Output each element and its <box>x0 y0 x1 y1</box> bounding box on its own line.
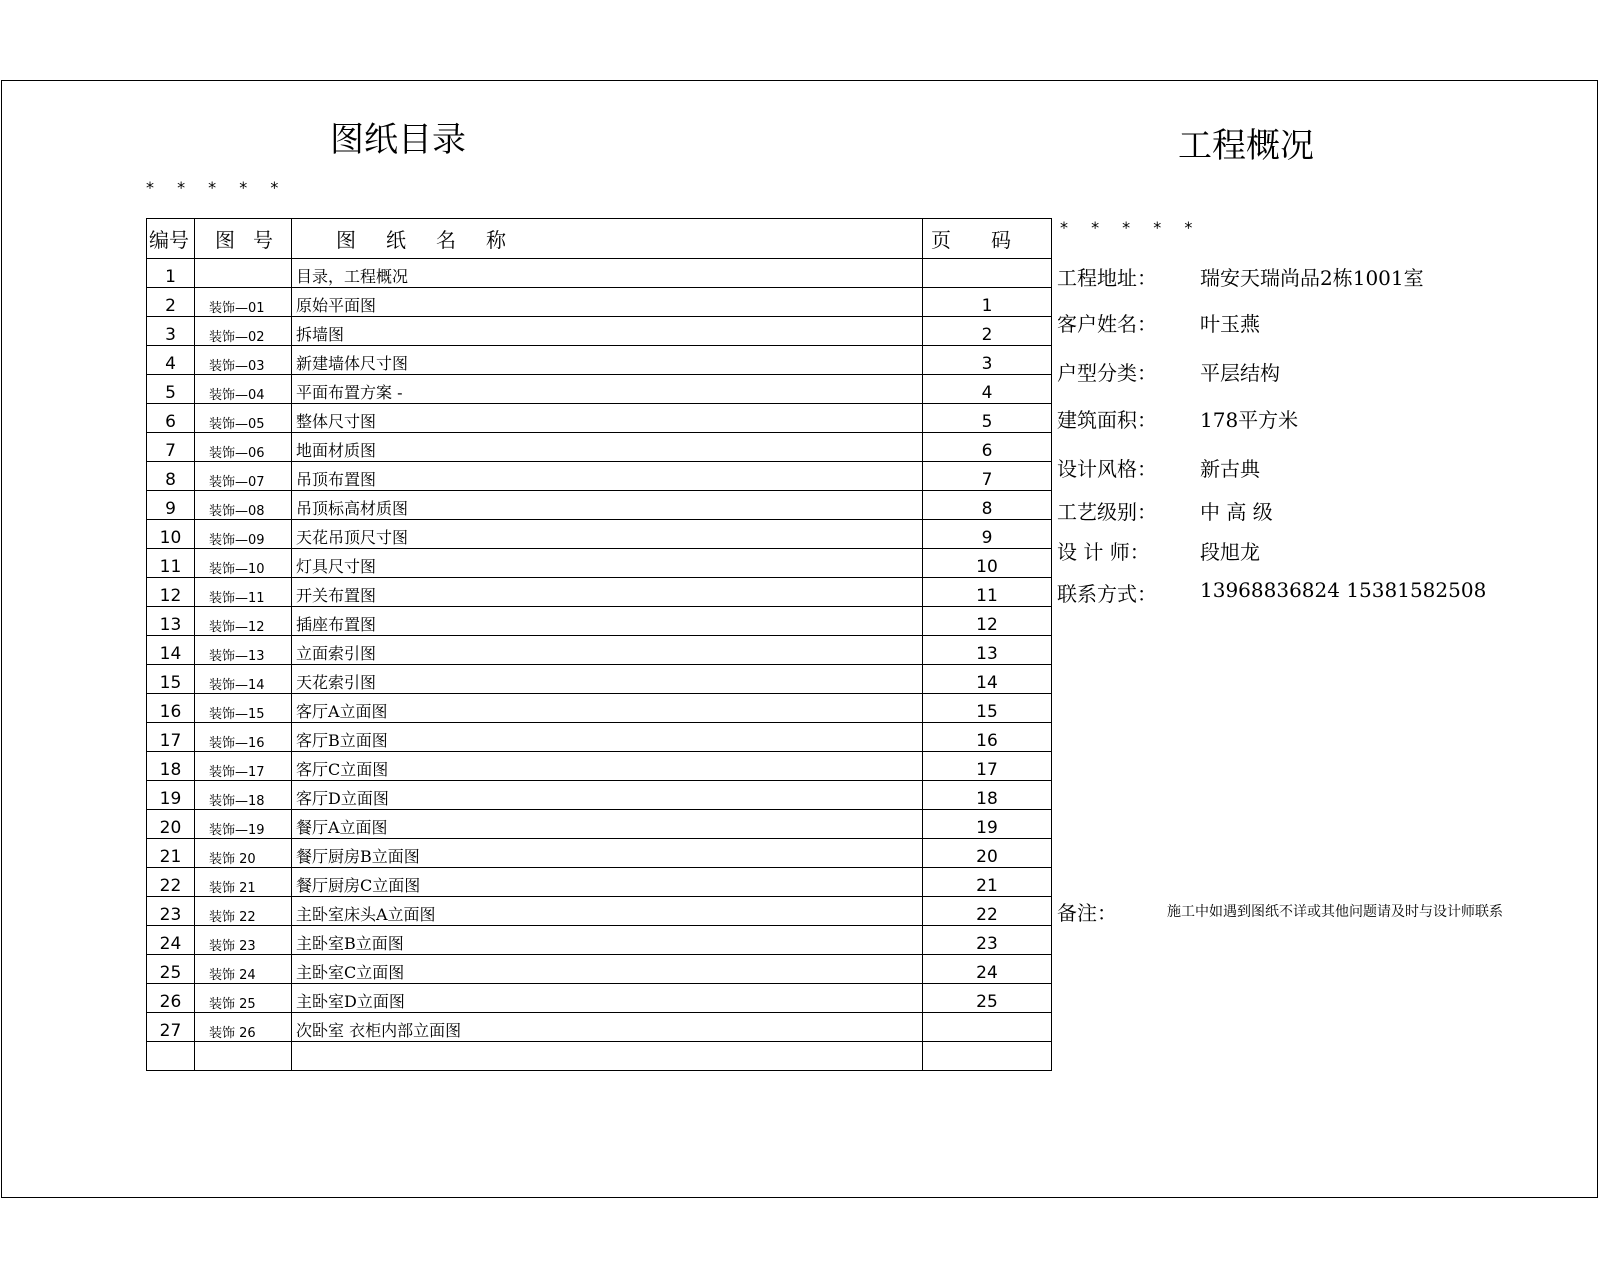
drawing-name: 立面索引图 <box>292 636 923 665</box>
catalog-title: 图纸目录 <box>330 120 466 160</box>
table-row <box>147 897 1052 926</box>
field-value: 平层结构 <box>1200 361 1280 385</box>
field-value: 瑞安天瑞尚品2栋1001室 <box>1200 266 1424 290</box>
field-value: 13968836824 15381582508 <box>1200 578 1487 602</box>
page-number: 13 <box>923 636 1052 665</box>
drawing-code: 装饰—04 <box>195 375 292 404</box>
row-number: 23 <box>147 897 195 926</box>
field-value: 新古典 <box>1200 457 1260 481</box>
row-number: 7 <box>147 433 195 462</box>
table-row <box>147 723 1052 752</box>
page-number: 9 <box>923 520 1052 549</box>
field-label: 联系方式： <box>1057 582 1157 606</box>
table-row <box>147 549 1052 578</box>
page-number: 6 <box>923 433 1052 462</box>
table-row <box>147 462 1052 491</box>
drawing-code: 装饰—10 <box>195 549 292 578</box>
table-row <box>147 404 1052 433</box>
field-value: 段旭龙 <box>1200 540 1260 564</box>
drawing-code: 装饰 20 <box>195 839 292 868</box>
drawing-name: 天花索引图 <box>292 665 923 694</box>
drawing-code: 装饰—12 <box>195 607 292 636</box>
table-row <box>147 288 1052 317</box>
drawing-name: 次卧室 衣柜内部立面图 <box>292 1013 923 1042</box>
table-row <box>147 317 1052 346</box>
drawing-name: 吊顶布置图 <box>292 462 923 491</box>
page-number: 17 <box>923 752 1052 781</box>
row-number: 6 <box>147 404 195 433</box>
table-row <box>147 1013 1052 1042</box>
page-number: 20 <box>923 839 1052 868</box>
table-row <box>147 665 1052 694</box>
catalog-header-row <box>147 219 1052 259</box>
drawing-code: 装饰—05 <box>195 404 292 433</box>
row-number: 5 <box>147 375 195 404</box>
table-row <box>147 346 1052 375</box>
table-row <box>147 955 1052 984</box>
drawing-code <box>195 259 292 288</box>
drawing-name: 餐厅厨房B立面图 <box>292 839 923 868</box>
table-row <box>147 578 1052 607</box>
drawing-code: 装饰—14 <box>195 665 292 694</box>
catalog-stars: * * * * * <box>146 178 288 197</box>
drawing-name: 目录，工程概况 <box>292 259 923 288</box>
page-number: 1 <box>923 288 1052 317</box>
drawing-name: 客厅D立面图 <box>292 781 923 810</box>
page-number <box>923 1013 1052 1042</box>
field-label: 设 计 师： <box>1057 540 1150 564</box>
page-number: 16 <box>923 723 1052 752</box>
row-number: 13 <box>147 607 195 636</box>
drawing-name: 灯具尺寸图 <box>292 549 923 578</box>
drawing-code: 装饰—19 <box>195 810 292 839</box>
drawing-name <box>292 1042 923 1071</box>
header-name: 图纸名称 <box>292 219 923 259</box>
row-number <box>147 1042 195 1071</box>
drawing-name: 整体尺寸图 <box>292 404 923 433</box>
drawing-name: 吊顶标高材质图 <box>292 491 923 520</box>
row-number: 2 <box>147 288 195 317</box>
page-number: 25 <box>923 984 1052 1013</box>
drawing-name: 插座布置图 <box>292 607 923 636</box>
drawing-code: 装饰—02 <box>195 317 292 346</box>
table-row <box>147 926 1052 955</box>
drawing-code: 装饰—01 <box>195 288 292 317</box>
row-number: 11 <box>147 549 195 578</box>
page-number: 7 <box>923 462 1052 491</box>
table-row <box>147 781 1052 810</box>
table-row <box>147 636 1052 665</box>
catalog-table <box>146 218 1052 1071</box>
field-label: 工艺级别： <box>1057 500 1157 524</box>
field-label: 户型分类： <box>1057 361 1157 385</box>
page-number: 4 <box>923 375 1052 404</box>
page-number: 23 <box>923 926 1052 955</box>
page-number: 2 <box>923 317 1052 346</box>
row-number: 18 <box>147 752 195 781</box>
page-number <box>923 1042 1052 1071</box>
drawing-code: 装饰—09 <box>195 520 292 549</box>
table-row <box>147 868 1052 897</box>
page-number: 15 <box>923 694 1052 723</box>
header-no: 编号 <box>147 219 195 259</box>
drawing-code <box>195 1042 292 1071</box>
note-label: 备注： <box>1057 901 1117 925</box>
row-number: 26 <box>147 984 195 1013</box>
drawing-name: 主卧室床头A立面图 <box>292 897 923 926</box>
page-number: 11 <box>923 578 1052 607</box>
page-number: 5 <box>923 404 1052 433</box>
drawing-code: 装饰—18 <box>195 781 292 810</box>
page-number: 10 <box>923 549 1052 578</box>
page-number: 3 <box>923 346 1052 375</box>
row-number: 1 <box>147 259 195 288</box>
drawing-name: 天花吊顶尺寸图 <box>292 520 923 549</box>
field-label: 建筑面积： <box>1057 408 1157 432</box>
drawing-name: 餐厅A立面图 <box>292 810 923 839</box>
drawing-code: 装饰—16 <box>195 723 292 752</box>
drawing-code: 装饰 25 <box>195 984 292 1013</box>
catalog-body <box>147 259 1052 1071</box>
drawing-code: 装饰—15 <box>195 694 292 723</box>
row-number: 4 <box>147 346 195 375</box>
drawing-name: 拆墙图 <box>292 317 923 346</box>
drawing-code: 装饰 23 <box>195 926 292 955</box>
field-value: 叶玉燕 <box>1200 312 1260 336</box>
row-number: 25 <box>147 955 195 984</box>
drawing-name: 主卧室D立面图 <box>292 984 923 1013</box>
drawing-name: 主卧室B立面图 <box>292 926 923 955</box>
drawing-code: 装饰—06 <box>195 433 292 462</box>
row-number: 15 <box>147 665 195 694</box>
drawing-code: 装饰—13 <box>195 636 292 665</box>
note-text: 施工中如遇到图纸不详或其他问题请及时与设计师联系 <box>1167 904 1503 920</box>
page-number: 18 <box>923 781 1052 810</box>
page-number: 21 <box>923 868 1052 897</box>
row-number: 16 <box>147 694 195 723</box>
row-number: 9 <box>147 491 195 520</box>
table-row <box>147 607 1052 636</box>
drawing-name: 原始平面图 <box>292 288 923 317</box>
table-row <box>147 375 1052 404</box>
overview-title: 工程概况 <box>1178 126 1314 166</box>
drawing-name: 平面布置方案 - <box>292 375 923 404</box>
row-number: 24 <box>147 926 195 955</box>
drawing-code: 装饰 21 <box>195 868 292 897</box>
page-number: 19 <box>923 810 1052 839</box>
drawing-code: 装饰—07 <box>195 462 292 491</box>
drawing-code: 装饰—03 <box>195 346 292 375</box>
table-row <box>147 433 1052 462</box>
row-number: 19 <box>147 781 195 810</box>
table-row <box>147 259 1052 288</box>
table-row <box>147 694 1052 723</box>
drawing-name: 客厅A立面图 <box>292 694 923 723</box>
drawing-name: 餐厅厨房C立面图 <box>292 868 923 897</box>
row-number: 3 <box>147 317 195 346</box>
row-number: 12 <box>147 578 195 607</box>
field-label: 设计风格： <box>1057 457 1157 481</box>
table-row <box>147 1042 1052 1071</box>
drawing-code: 装饰—08 <box>195 491 292 520</box>
header-code: 图号 <box>195 219 292 259</box>
row-number: 22 <box>147 868 195 897</box>
drawing-name: 主卧室C立面图 <box>292 955 923 984</box>
drawing-name: 客厅C立面图 <box>292 752 923 781</box>
table-row <box>147 984 1052 1013</box>
table-row <box>147 810 1052 839</box>
row-number: 17 <box>147 723 195 752</box>
table-row <box>147 520 1052 549</box>
page-number <box>923 259 1052 288</box>
drawing-name: 开关布置图 <box>292 578 923 607</box>
row-number: 14 <box>147 636 195 665</box>
row-number: 10 <box>147 520 195 549</box>
field-label: 工程地址： <box>1057 266 1157 290</box>
row-number: 21 <box>147 839 195 868</box>
drawing-code: 装饰—17 <box>195 752 292 781</box>
drawing-code: 装饰 26 <box>195 1013 292 1042</box>
drawing-name: 地面材质图 <box>292 433 923 462</box>
table-row <box>147 491 1052 520</box>
page-number: 8 <box>923 491 1052 520</box>
field-value: 178平方米 <box>1200 408 1299 432</box>
drawing-code: 装饰 22 <box>195 897 292 926</box>
field-label: 客户姓名： <box>1057 312 1157 336</box>
overview-stars: * * * * * <box>1060 218 1202 237</box>
row-number: 8 <box>147 462 195 491</box>
page-number: 24 <box>923 955 1052 984</box>
drawing-name: 客厅B立面图 <box>292 723 923 752</box>
table-row <box>147 752 1052 781</box>
header-page: 页码 <box>923 219 1052 259</box>
page-number: 14 <box>923 665 1052 694</box>
page-number: 12 <box>923 607 1052 636</box>
row-number: 20 <box>147 810 195 839</box>
row-number: 27 <box>147 1013 195 1042</box>
drawing-name: 新建墙体尺寸图 <box>292 346 923 375</box>
drawing-code: 装饰 24 <box>195 955 292 984</box>
table-row <box>147 839 1052 868</box>
page-number: 22 <box>923 897 1052 926</box>
drawing-code: 装饰—11 <box>195 578 292 607</box>
field-value: 中 高 级 <box>1200 500 1273 524</box>
